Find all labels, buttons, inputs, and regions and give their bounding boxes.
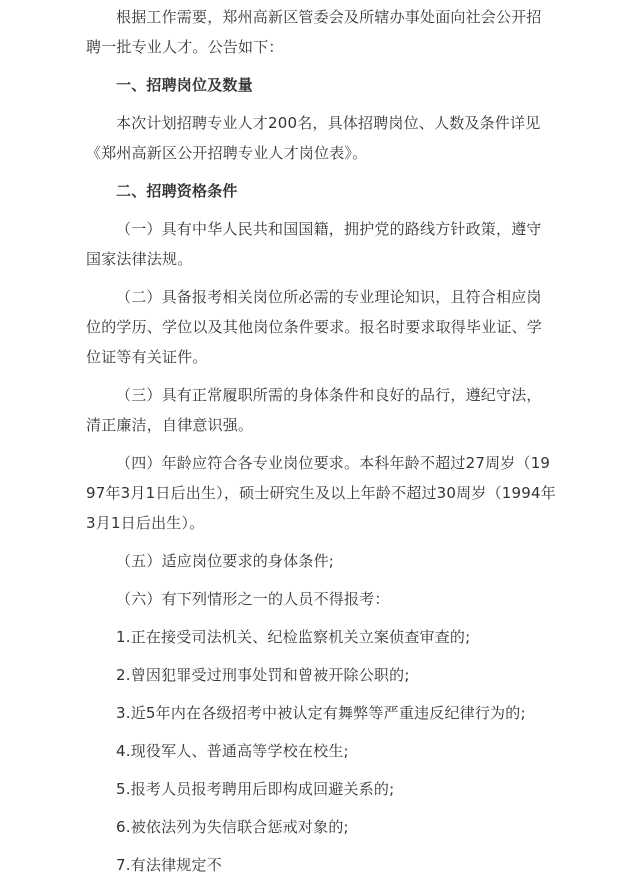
- exclusion-item-4: 4.现役军人、普通高等学校在校生;: [116, 742, 349, 760]
- article-body: [86, 0, 556, 880]
- exclusion-item-1: 1.正在接受司法机关、纪检监察机关立案侦查审查的;: [116, 628, 471, 646]
- section-1-paragraph: 本次计划招聘专业人才200名，具体招聘岗位、人数及条件详见《郑州高新区公开招聘专业人才岗位表》。: [86, 114, 541, 162]
- section-2-heading: 二、招聘资格条件: [116, 182, 238, 200]
- condition-4: （四）年龄应符合各专业岗位要求。本科年龄不超过27周岁（1997年3月1日后出生），硕士研究生及以上年龄不超过30周岁（1994年3月1日后出生）。: [86, 454, 556, 532]
- exclusion-item-7: 7.有法律规定不: [116, 856, 222, 874]
- intro-paragraph: 根据工作需要，郑州高新区管委会及所辖办事处面向社会公开招聘一批专业人才。公告如下：: [86, 8, 542, 56]
- condition-2: （二）具备报考相关岗位所必需的专业理论知识，且符合相应岗位的学历、学位以及其他岗位条件要求。报名时要求取得毕业证、学位证等有关证件。: [86, 288, 543, 366]
- exclusion-item-6: 6.被依法列为失信联合惩戒对象的;: [116, 818, 349, 836]
- exclusion-item-5: 5.报考人员报考聘用后即构成回避关系的;: [116, 780, 395, 798]
- exclusion-item-2: 2.曾因犯罪受过刑事处罚和曾被开除公职的;: [116, 666, 410, 684]
- condition-3: （三）具有正常履职所需的身体条件和良好的品行，遵纪守法，清正廉洁，自律意识强。: [86, 386, 542, 434]
- condition-6: （六）有下列情形之一的人员不得报考：: [116, 590, 390, 608]
- exclusion-item-3: 3.近5年内在各级招考中被认定有舞弊等严重违反纪律行为的;: [116, 704, 526, 722]
- section-1-heading: 一、招聘岗位及数量: [116, 76, 253, 94]
- condition-1: （一）具有中华人民共和国国籍，拥护党的路线方针政策，遵守国家法律法规。: [86, 220, 542, 268]
- condition-5: （五）适应岗位要求的身体条件;: [116, 552, 335, 570]
